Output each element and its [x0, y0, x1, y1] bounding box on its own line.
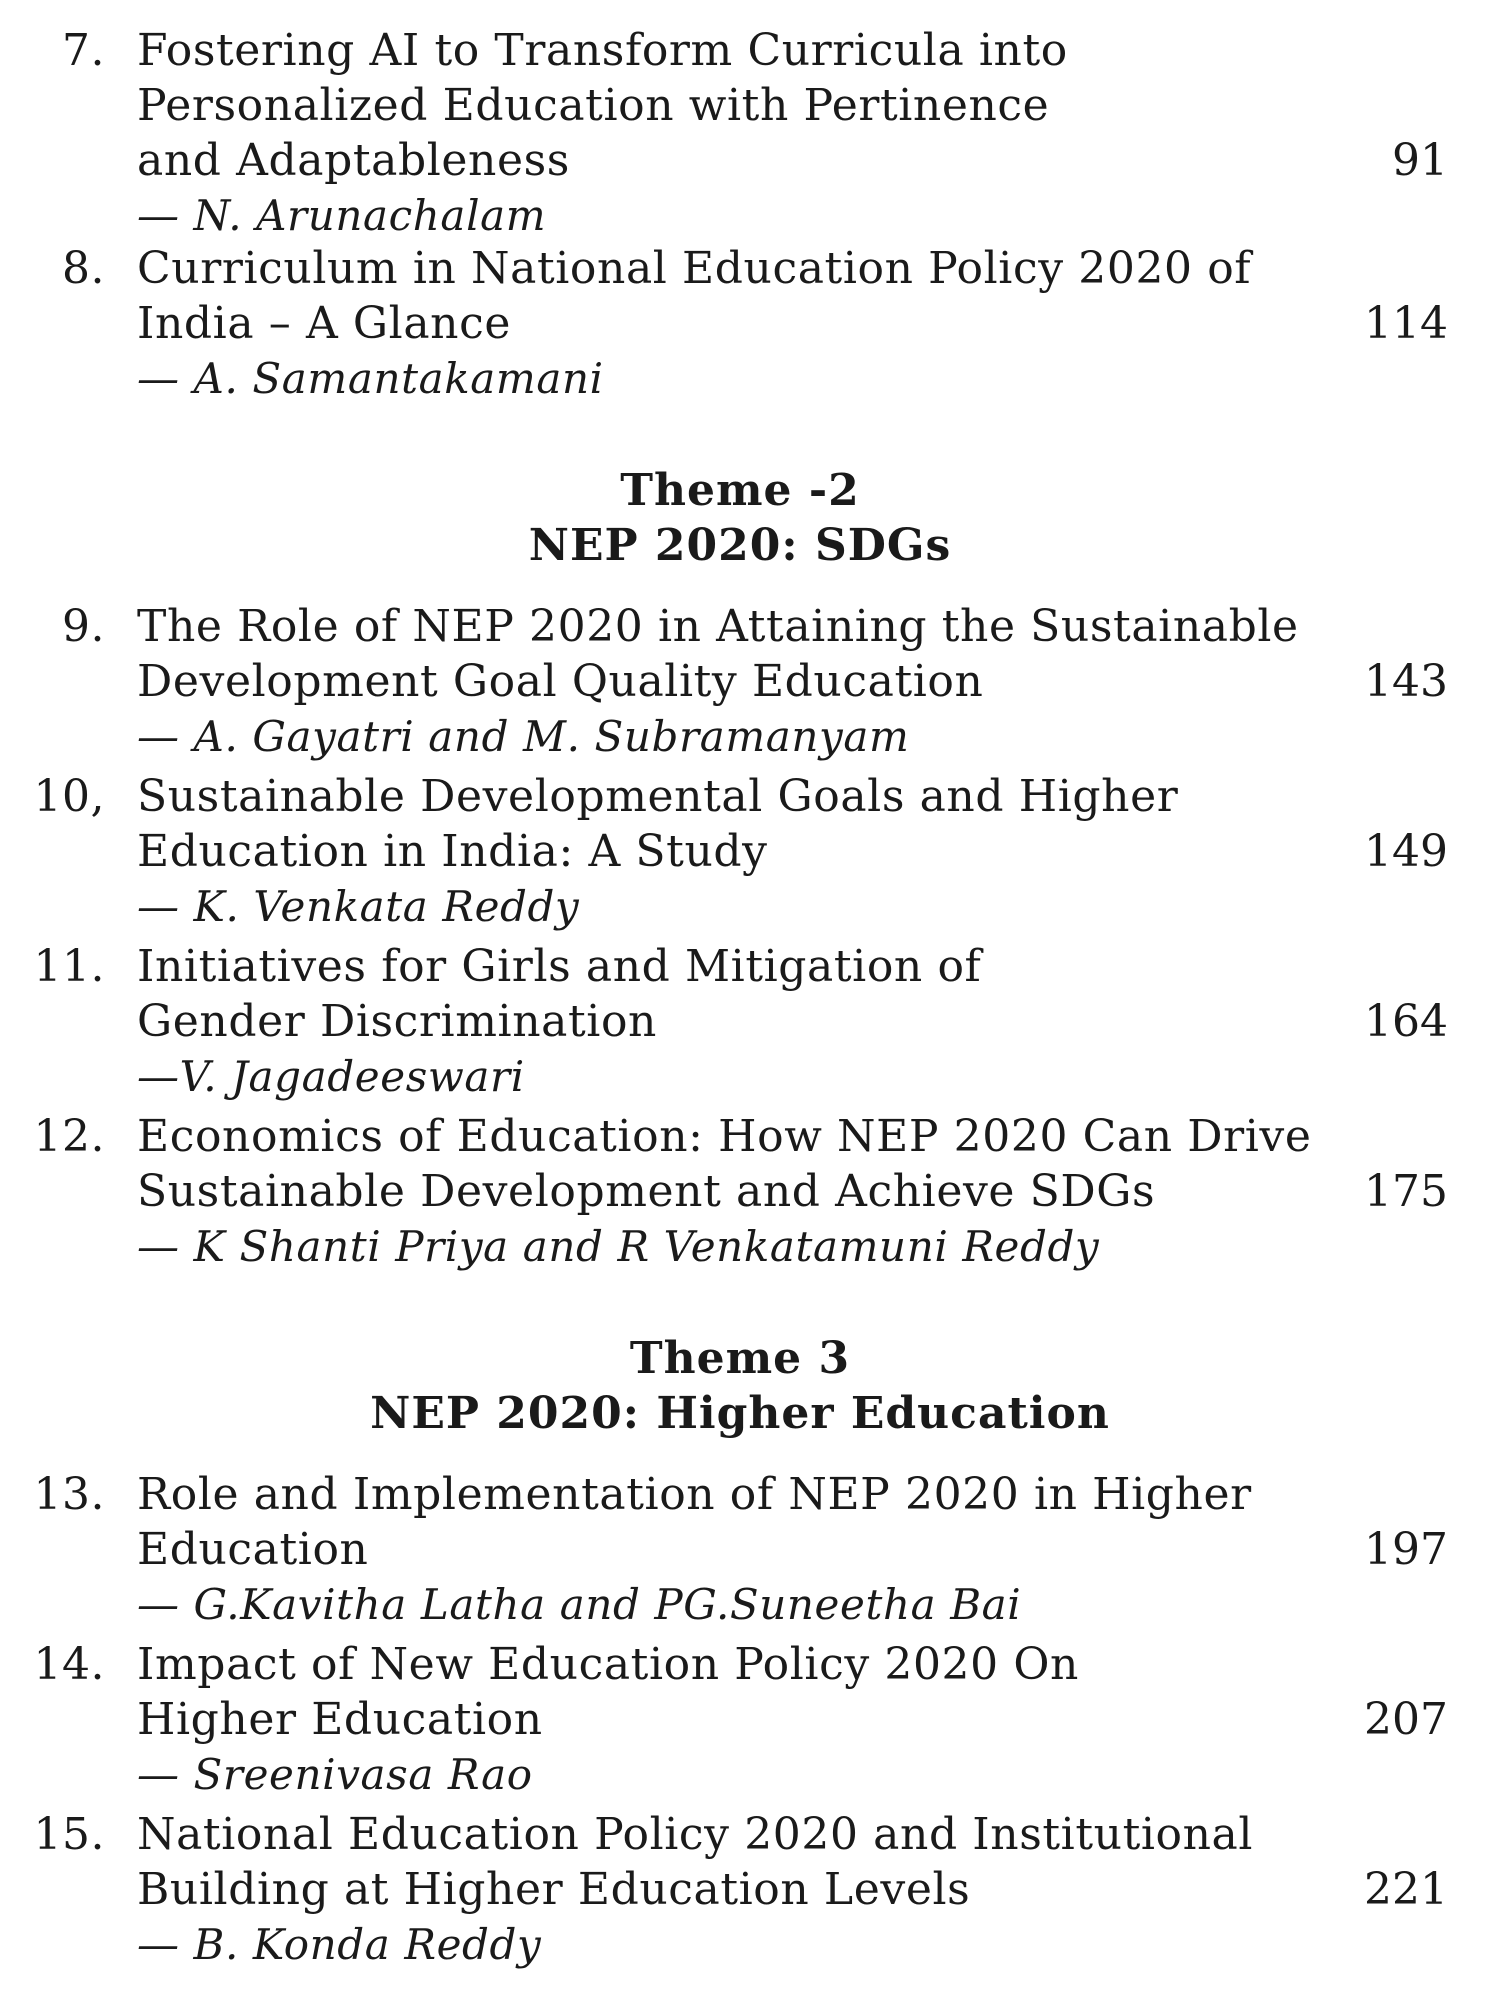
entry-page-number: 164: [1364, 996, 1448, 1047]
entry-title-line: Higher Education: [137, 1694, 543, 1745]
entry-number: 14.: [33, 1639, 105, 1690]
entry-author: — A. Gayatri and M. Subramanyam: [137, 712, 910, 761]
entry-author: — A. Samantakamani: [137, 354, 604, 403]
entry-title-line: Initiatives for Girls and Mitigation of: [137, 941, 982, 992]
entry-title-line: Sustainable Developmental Goals and Higher: [137, 771, 1179, 822]
entry-page-number: 91: [1392, 135, 1448, 186]
entry-author: —V. Jagadeeswari: [137, 1052, 525, 1101]
entry-author: — K Shanti Priya and R Venkatamuni Reddy: [137, 1222, 1100, 1271]
entry-title-line: Gender Discrimination: [137, 996, 657, 1047]
entry-page-number: 143: [1364, 656, 1448, 707]
entry-title-line: Impact of New Education Policy 2020 On: [137, 1639, 1079, 1690]
entry-title-line: The Role of NEP 2020 in Attaining the Sustainable: [137, 601, 1299, 652]
entry-page-number: 149: [1364, 826, 1448, 877]
theme-title: NEP 2020: Higher Education: [370, 1388, 1110, 1439]
entry-title-line: and Adaptableness: [137, 135, 570, 186]
entry-title-line: Sustainable Development and Achieve SDGs: [137, 1166, 1156, 1217]
theme-label: Theme -2: [620, 465, 860, 516]
entry-number: 10,: [33, 771, 105, 822]
entry-number: 7.: [62, 25, 105, 76]
entry-title-line: Personalized Education with Pertinence: [137, 80, 1050, 131]
entry-number: 12.: [33, 1111, 105, 1162]
entry-number: 8.: [62, 243, 105, 294]
entry-title-line: Role and Implementation of NEP 2020 in Higher: [137, 1469, 1252, 1520]
entry-title-line: Building at Higher Education Levels: [137, 1864, 971, 1915]
entry-title-line: India – A Glance: [137, 298, 511, 349]
entry-number: 13.: [33, 1469, 105, 1520]
entry-page-number: 197: [1364, 1524, 1448, 1575]
entry-page-number: 221: [1364, 1864, 1448, 1915]
entry-title-line: Education in India: A Study: [137, 826, 768, 877]
entry-author: — Sreenivasa Rao: [137, 1750, 533, 1799]
entry-author: — K. Venkata Reddy: [137, 882, 580, 931]
entry-page-number: 175: [1364, 1166, 1448, 1217]
entry-title-line: National Education Policy 2020 and Institutional: [137, 1809, 1254, 1860]
entry-title-line: Education: [137, 1524, 369, 1575]
entry-number: 15.: [33, 1809, 105, 1860]
theme-title: NEP 2020: SDGs: [528, 520, 952, 571]
entry-title-line: Economics of Education: How NEP 2020 Can Drive: [137, 1111, 1312, 1162]
entry-number: 9.: [62, 601, 105, 652]
entry-title-line: Curriculum in National Education Policy 2020 of: [137, 243, 1252, 294]
entry-author: — B. Konda Reddy: [137, 1920, 542, 1969]
entry-page-number: 207: [1364, 1694, 1448, 1745]
entry-title-line: Fostering AI to Transform Curricula into: [137, 25, 1068, 76]
entry-author: — N. Arunachalam: [137, 191, 547, 240]
entry-number: 11.: [33, 941, 105, 992]
entry-page-number: 114: [1364, 298, 1448, 349]
entry-title-line: Development Goal Quality Education: [137, 656, 984, 707]
entry-author: — G.Kavitha Latha and PG.Suneetha Bai: [137, 1580, 1022, 1629]
theme-label: Theme 3: [629, 1333, 851, 1384]
